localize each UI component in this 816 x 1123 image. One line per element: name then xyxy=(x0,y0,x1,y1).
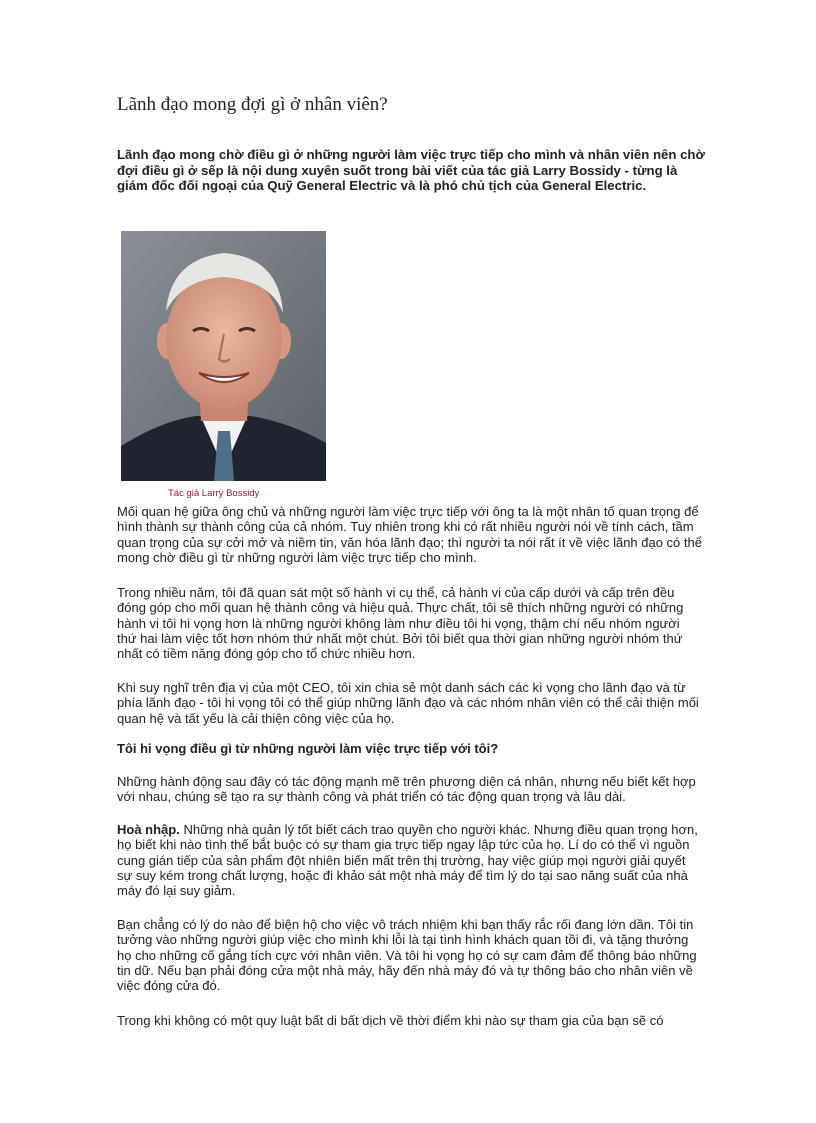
paragraph-1: Mối quan hệ giữa ông chủ và những người làm việc trực tiếp với ông ta là một nhân tố quan trọng để hình thành sự thành công của cả nhóm. Tuy nhiên trong khi có rất nhiều người nói về tính cách, tầm quan trọng của sự cởi mở và niềm tin, văn hóa lãnh đạo; thì người ta nói rất ít về việc lãnh đạo có thể mong chờ điều gì từ những người làm việc trực tiếp cho mình. xyxy=(117,504,702,565)
photo-caption: Tác giả Larry Bossidy xyxy=(168,488,260,499)
portrait-image xyxy=(121,231,326,481)
article-title: Lãnh đạo mong đợi gì ở nhân viên? xyxy=(117,94,388,115)
section-heading: Tôi hi vọng điều gì từ những người làm việc trực tiếp với tôi? xyxy=(117,741,499,756)
paragraph-hoa-nhap xyxy=(117,822,702,898)
author-photo xyxy=(121,231,326,481)
paragraph-excuse: Bạn chẳng có lý do nào để biện hộ cho việc vô trách nhiệm khi bạn thấy rắc rối đang lớn dần. Tôi tin tưởng vào những người giúp việc cho mình khi lỗi là tại tình hình khách quan tồi đi, và tặng thưởng họ cho những cố gắng tích cực với nhân viên. Và tôi hi vọng họ có sự cam đảm để thông báo những tin dữ. Nếu bạn phải đóng cửa một nhà máy, hãy đến nhà máy đó và tự thông báo cho nhân viên về việc đóng cửa đó. xyxy=(117,917,697,994)
article-lead: Lãnh đạo mong chờ điều gì ở những người làm việc trực tiếp cho mình và nhân viên nên chờ đợi điều gì ở sếp là nội dung xuyên suốt trong bài viết của tác giả Larry Bossidy - từng là giám đốc đối ngoại của Quỹ General Electric và là phó chủ tịch của General Electric. xyxy=(117,147,705,193)
paragraph-last: Trong khi không có một quy luật bất di bất dịch về thời điểm khi nào sự tham gia của bạn sẽ có xyxy=(117,1013,664,1028)
paragraph-4: Những hành động sau đây có tác động mạnh mẽ trên phương diện cá nhân, nhưng nếu biết kết hợp với nhau, chúng sẽ tạo ra sự thành công và phát triển có tác động quan trọng và lâu dài. xyxy=(117,774,696,805)
hoa-nhap-label: Hoà nhập. xyxy=(117,822,180,837)
paragraph-3: Khi suy nghĩ trên địa vị của một CEO, tôi xin chia sẻ một danh sách các kì vọng cho lãnh đạo và từ phía lãnh đạo - tôi hi vọng tôi có thể giúp những lãnh đạo và các nhóm nhân viên có thể cải thiện mối quan hệ và tất yếu là cải thiện công việc của họ. xyxy=(117,680,699,726)
hoa-nhap-text: Những nhà quản lý tốt biết cách trao quyền cho người khác. Nhưng điều quan trọng hơn, họ biết khi nào tình thế bắt buộc có sự tham gia trực tiếp ngay lập tức của họ. Lí do có thể vì nguồn cung gián tiếp của sản phẩm đột nhiên biến mất trên thị trường, hay việc giúp mọi người giải quyết sự suy kém trong chất lượng, hoặc đi khảo sát một nhà máy để tìm lý do tại sao năng suất của nhà máy đó lại suy giảm. xyxy=(117,822,698,899)
paragraph-2: Trong nhiều năm, tôi đã quan sát một số hành vi cụ thể, cả hành vi của cấp dưới và cấp trên đều đóng góp cho mối quan hệ thành công và hiệu quả. Thực chất, tôi sẽ thích những người có những hành vi tôi hi vọng hơn là những người không làm như điều tôi hi vọng, thậm chí nếu nhóm người thứ hai làm việc tốt hơn nhóm thứ nhất một chút. Bởi tôi biết qua thời gian những người nhóm thứ nhất có tiềm năng đóng góp cho tổ chức nhiều hơn. xyxy=(117,585,684,662)
